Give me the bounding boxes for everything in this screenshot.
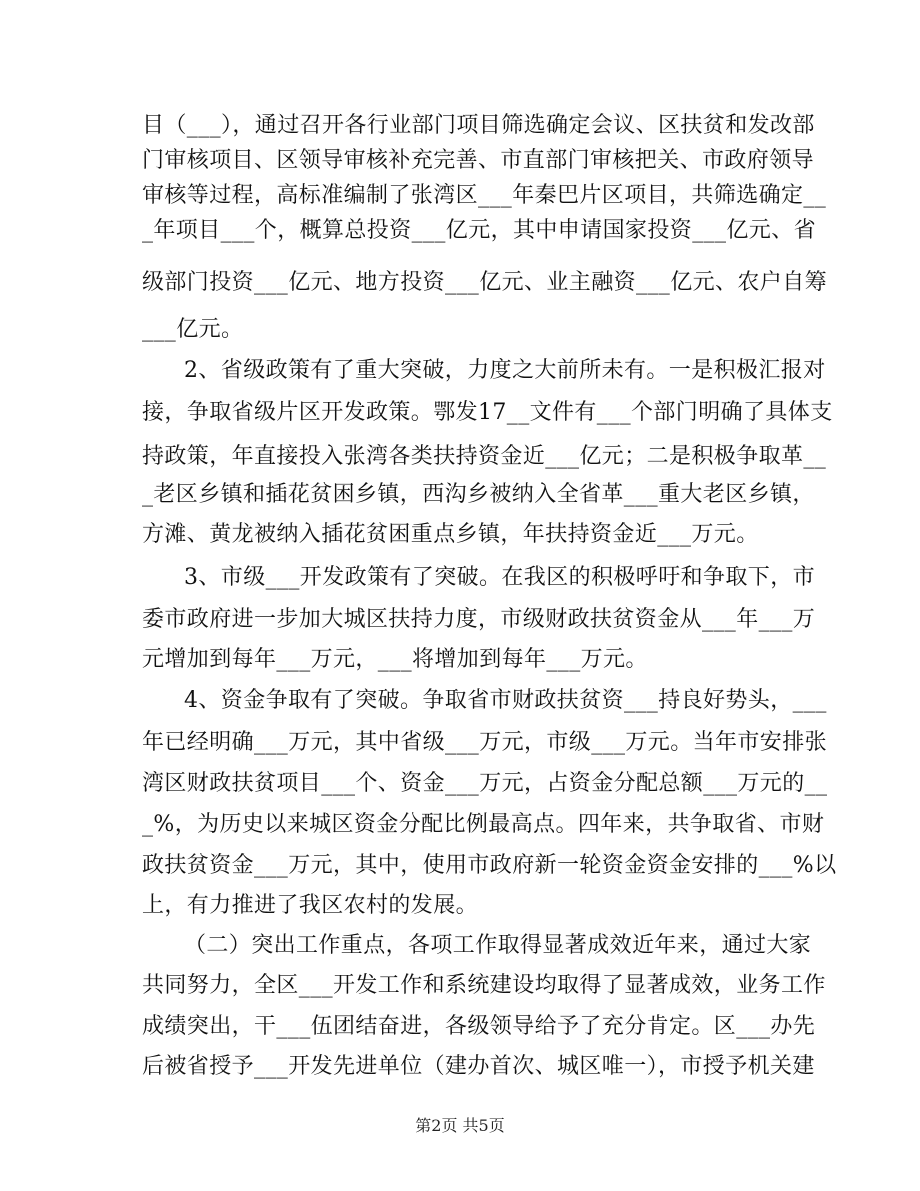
text-line: _%，为历史以来城区资金分配比例最高点。四年来，共争取省、市财 — [142, 812, 825, 837]
text-line: 湾区财政扶贫项目___个、资金___万元，占资金分配总额___万元的__ — [142, 771, 828, 796]
page-number-footer: 第2页 共5页 — [415, 1116, 505, 1135]
text-line: 成绩突出，干___伍团结奋进，各级领导给予了充分肯定。区___办先 — [142, 1014, 816, 1039]
text-line: 共同努力，全区___开发工作和系统建设均取得了显著成效，业务工作 — [142, 973, 826, 998]
text-line: 门审核项目、区领导审核补充完善、市直部门审核把关、市政府领导 — [142, 148, 815, 173]
text-line: 级部门投资___亿元、地方投资___亿元、业主融资___亿元、农户自筹 — [142, 270, 828, 295]
text-line: 年已经明确___万元，其中省级___万元，市级___万元。当年市安排张 — [142, 730, 828, 755]
text-line: 持政策，年直接投入张湾各类扶持资金近___亿元；二是积极争取革__ — [142, 444, 827, 469]
text-line: 方滩、黄龙被纳入插花贫困重点乡镇，年扶持资金近___万元。 — [142, 522, 759, 547]
text-line: 上，有力推进了我区农村的发展。 — [142, 893, 479, 918]
text-line: 审核等过程，高标准编制了张湾区___年秦巴片区项目，共筛选确定__ — [142, 183, 827, 208]
text-line: 元增加到每年___万元，___将增加到每年___万元。 — [142, 647, 648, 672]
text-line: ___亿元。 — [142, 317, 244, 342]
paragraph-start-line: 2、省级政策有了重大突破，力度之大前所未有。一是积极汇报对 — [184, 358, 826, 383]
text-line: 政扶贫资金___万元，其中，使用市政府新一轮资金资金安排的___%以 — [142, 853, 837, 878]
text-line: _老区乡镇和插花贫困乡镇，西沟乡被纳入全省革___重大老区乡镇， — [142, 482, 815, 507]
text-line: _年项目___个，概算总投资___亿元，其中申请国家投资___亿元、省 — [142, 218, 817, 243]
paragraph-start-line: （二）突出工作重点，各项工作取得显著成效近年来，通过大家 — [184, 933, 812, 958]
text-line: 后被省授予___开发先进单位（建办首次、城区唯一），市授予机关建 — [142, 1054, 815, 1079]
text-line: 委市政府进一步加大城区扶持力度，市级财政扶贫资金从___年___万 — [142, 607, 816, 632]
text-line: 接，争取省级片区开发政策。鄂发17__文件有___个部门明确了具体支 — [142, 400, 833, 425]
paragraph-start-line: 3、市级___开发政策有了突破。在我区的积极呼吁和争取下，市 — [184, 565, 815, 590]
text-line: 目（___），通过召开各行业部门项目筛选确定会议、区扶贫和发改部 — [142, 113, 815, 138]
paragraph-start-line: 4、资金争取有了突破。争取省市财政扶贫资___持良好势头，___ — [184, 688, 827, 713]
